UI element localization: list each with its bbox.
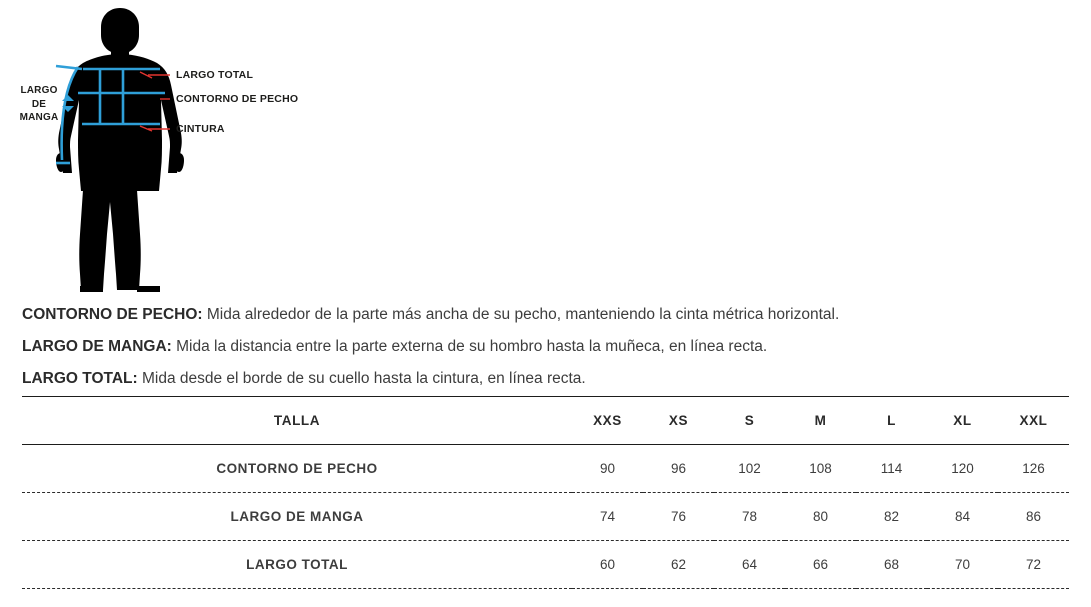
header-talla: TALLA bbox=[22, 397, 572, 445]
header-size-l: L bbox=[856, 397, 927, 445]
instruction-largo-manga bbox=[22, 334, 1062, 359]
header-size-xxs: XXS bbox=[572, 397, 643, 445]
cell-largo-manga-xxs: 74 bbox=[572, 493, 643, 541]
table-row bbox=[22, 445, 1069, 493]
size-chart-table bbox=[22, 396, 1069, 589]
figure-label-largo-de-manga-line3: MANGA bbox=[19, 112, 59, 123]
header-size-xxl: XXL bbox=[998, 397, 1069, 445]
header-size-xs: XS bbox=[643, 397, 714, 445]
row-label-largo-total: LARGO TOTAL bbox=[22, 541, 572, 589]
cell-largo-manga-xl: 84 bbox=[927, 493, 998, 541]
figure-label-cintura: CINTURA bbox=[176, 123, 225, 135]
cell-largo-manga-s: 78 bbox=[714, 493, 785, 541]
table-header-row bbox=[22, 397, 1069, 445]
header-size-xl: XL bbox=[927, 397, 998, 445]
cell-contorno-pecho-xs: 96 bbox=[643, 445, 714, 493]
figure-label-largo-de-manga-line2: DE bbox=[31, 98, 47, 110]
cell-contorno-pecho-xxl: 126 bbox=[998, 445, 1069, 493]
cell-largo-total-xl: 70 bbox=[927, 541, 998, 589]
cell-largo-manga-xs: 76 bbox=[643, 493, 714, 541]
figure-label-contorno-pecho: CONTORNO DE PECHO bbox=[176, 93, 299, 105]
instruction-term-largo-total: LARGO TOTAL: bbox=[22, 370, 138, 388]
cell-largo-total-xxs: 60 bbox=[572, 541, 643, 589]
table-row bbox=[22, 541, 1069, 589]
figure-label-largo-de-manga bbox=[14, 84, 64, 125]
header-size-m: M bbox=[785, 397, 856, 445]
cell-largo-total-xxl: 72 bbox=[998, 541, 1069, 589]
cell-contorno-pecho-xxs: 90 bbox=[572, 445, 643, 493]
tick-sleeve-top bbox=[56, 66, 82, 69]
instruction-contorno-pecho bbox=[22, 302, 1062, 327]
cell-largo-manga-m: 80 bbox=[785, 493, 856, 541]
cell-contorno-pecho-xl: 120 bbox=[927, 445, 998, 493]
figure-label-largo-total: LARGO TOTAL bbox=[176, 69, 254, 81]
row-label-largo-manga: LARGO DE MANGA bbox=[22, 493, 572, 541]
header-size-s: S bbox=[714, 397, 785, 445]
cell-contorno-pecho-s: 102 bbox=[714, 445, 785, 493]
instruction-term-contorno-pecho: CONTORNO DE PECHO: bbox=[22, 306, 203, 323]
instruction-text-contorno-pecho: Mida alrededor de la parte más ancha de su pecho, manteniendo la cinta métrica horizontal. bbox=[202, 306, 840, 323]
cell-largo-total-xs: 62 bbox=[643, 541, 714, 589]
figure-label-largo-de-manga-line1: LARGO bbox=[20, 85, 58, 96]
instruction-text-largo-manga: Mida la distancia entre la parte externa de su hombro hasta la muñeca, en línea recta. bbox=[171, 338, 768, 356]
instruction-term-largo-manga: LARGO DE MANGA: bbox=[22, 338, 172, 356]
cell-largo-total-m: 66 bbox=[785, 541, 856, 589]
cell-contorno-pecho-l: 114 bbox=[856, 445, 927, 493]
cell-largo-total-s: 64 bbox=[714, 541, 785, 589]
row-label-contorno-pecho: CONTORNO DE PECHO bbox=[22, 445, 572, 493]
cell-largo-manga-xxl: 86 bbox=[998, 493, 1069, 541]
size-guide-figure bbox=[0, 0, 1091, 290]
measurement-instructions bbox=[22, 302, 1062, 398]
cell-largo-total-l: 68 bbox=[856, 541, 927, 589]
cell-contorno-pecho-m: 108 bbox=[785, 445, 856, 493]
cell-largo-manga-l: 82 bbox=[856, 493, 927, 541]
instruction-largo-total bbox=[22, 366, 1062, 391]
instruction-text-largo-total: Mida desde el borde de su cuello hasta la cintura, en línea recta. bbox=[137, 370, 586, 388]
table-row bbox=[22, 493, 1069, 541]
body-silhouette bbox=[56, 8, 184, 292]
mannequin-diagram bbox=[0, 0, 360, 292]
